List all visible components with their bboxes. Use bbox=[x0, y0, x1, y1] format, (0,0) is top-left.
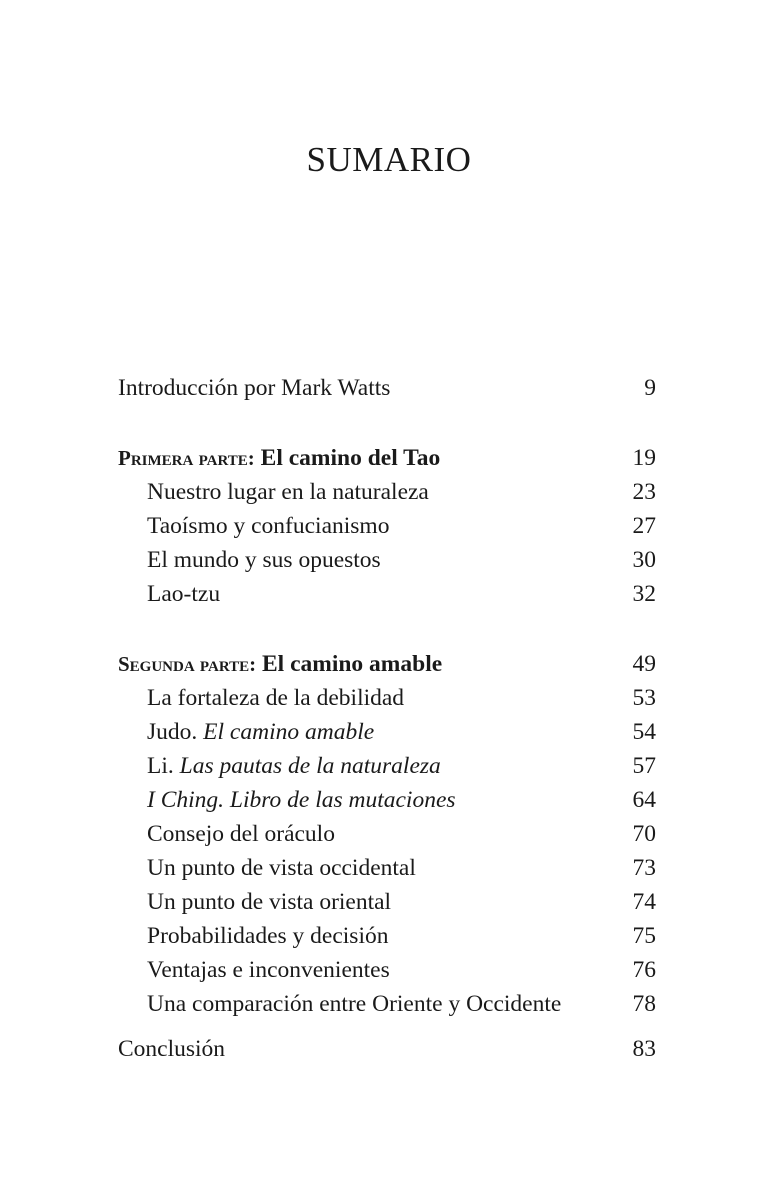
toc-entry bbox=[118, 987, 656, 1021]
toc-entry-conclusion bbox=[118, 1032, 656, 1066]
toc-entry bbox=[118, 509, 656, 543]
toc-entry-page: 83 bbox=[632, 1036, 656, 1062]
toc-entry bbox=[118, 885, 656, 919]
toc-entry bbox=[118, 715, 656, 749]
toc-entry-label: Ventajas e inconvenientes bbox=[147, 957, 390, 983]
toc-entry bbox=[118, 749, 656, 783]
toc-entry bbox=[118, 681, 656, 715]
toc-entry-page: 49 bbox=[632, 651, 656, 677]
toc-entry-page: 75 bbox=[632, 923, 656, 949]
toc-entry-page: 76 bbox=[632, 957, 656, 983]
toc-entry-page: 27 bbox=[632, 513, 656, 539]
toc-entry bbox=[118, 953, 656, 987]
toc-entry bbox=[118, 475, 656, 509]
part-title: El camino amable bbox=[262, 651, 443, 677]
toc-entry bbox=[118, 543, 656, 577]
toc-entry-page: 30 bbox=[632, 547, 656, 573]
toc-entry-label-italic: I Ching. Libro de las mutaciones bbox=[147, 787, 456, 813]
toc-entry-label: Consejo del oráculo bbox=[147, 821, 335, 847]
toc-entry-page: 23 bbox=[632, 479, 656, 505]
toc-entry bbox=[118, 577, 656, 611]
toc-entry-intro bbox=[118, 371, 656, 405]
toc-entry-page: 70 bbox=[632, 821, 656, 847]
toc-entry-label: Li. bbox=[147, 753, 180, 779]
toc-entry-page: 53 bbox=[632, 685, 656, 711]
toc-entry bbox=[118, 817, 656, 851]
toc-entry-page: 19 bbox=[632, 445, 656, 471]
toc-entry-page: 9 bbox=[644, 375, 656, 401]
toc-entry-label: Judo. bbox=[147, 719, 204, 745]
toc-entry-label: Lao-tzu bbox=[147, 581, 221, 607]
toc-entry-label: La fortaleza de la debilidad bbox=[147, 685, 405, 711]
toc-entry-page: 78 bbox=[632, 991, 656, 1017]
toc-entry-page: 74 bbox=[632, 889, 656, 915]
toc-entry-label-italic: Las pautas de la naturaleza bbox=[179, 753, 441, 779]
toc-entry-page: 32 bbox=[632, 581, 656, 607]
toc-entry-label: Una comparación entre Oriente y Occidente bbox=[147, 991, 562, 1017]
toc-entry-label: Introducción por Mark Watts bbox=[118, 375, 391, 401]
toc-entry-label: Un punto de vista oriental bbox=[147, 889, 392, 915]
toc-entry bbox=[118, 851, 656, 885]
toc-part-2-heading bbox=[118, 647, 656, 681]
toc-entry-label: El mundo y sus opuestos bbox=[147, 547, 381, 573]
toc-entry-page: 64 bbox=[632, 787, 656, 813]
part-prefix: Primera parte: bbox=[118, 446, 255, 470]
toc-entry-label: Nuestro lugar en la naturaleza bbox=[147, 479, 429, 505]
part-prefix: Segunda parte: bbox=[118, 652, 257, 676]
page-title: SUMARIO bbox=[306, 140, 472, 179]
toc-entry bbox=[118, 783, 656, 817]
toc-entry-page: 54 bbox=[632, 719, 656, 745]
toc-entry bbox=[118, 919, 656, 953]
toc-entry-label: Conclusión bbox=[118, 1036, 226, 1062]
toc-entry-label: Taoísmo y confucianismo bbox=[147, 513, 390, 539]
toc-entry-label: Probabilidades y decisión bbox=[147, 923, 389, 949]
toc-entry-page: 73 bbox=[632, 855, 656, 881]
toc-entry-page: 57 bbox=[632, 753, 656, 779]
part-title: El camino del Tao bbox=[260, 445, 441, 471]
toc-entry-label-italic: El camino amable bbox=[203, 719, 375, 745]
toc-part-1-heading bbox=[118, 441, 656, 475]
toc-entry-label: Un punto de vista occidental bbox=[147, 855, 416, 881]
table-of-contents bbox=[118, 371, 656, 1066]
